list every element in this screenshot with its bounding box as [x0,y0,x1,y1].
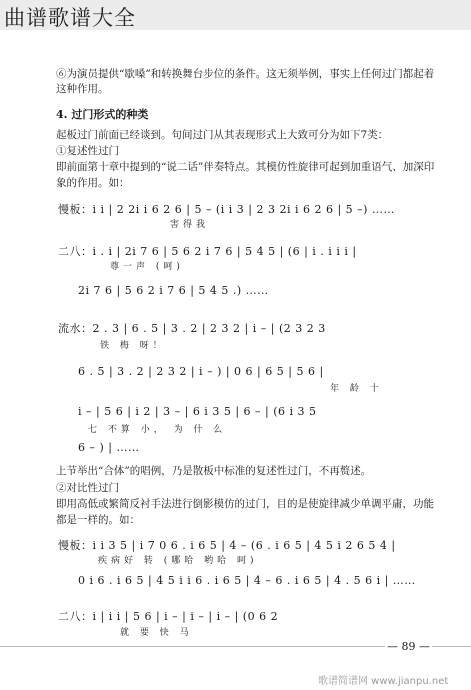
sub2-title: ②对比性过门 [56,482,119,494]
lyric-line: 七 不算 小， 为 什 么 [88,425,227,435]
section-text: 起板过门前面已经谈到。句间过门从其表现形式上大致可分为如下7类： [56,129,389,141]
after-score-1: 上节举出“合体”的唱例，乃是散板中标准的复述性过门，不再赘述。 [56,465,372,477]
notation-line: 6 – ) | …… [78,441,140,454]
notation-line: 2i 7 6 | 5 6 2 i 7 6 | 5 4 5 .) …… [78,284,269,297]
sub1-line-2: 象的作用。如： [56,177,130,189]
site-title: 曲谱歌谱大全 [4,6,136,30]
sub2-line-2: 都是一样的。如： [56,514,140,526]
lyric-line: 年 龄 十 [330,384,383,394]
lyric-line: 铁 梅 呀！ [100,341,166,351]
section-heading: 4. 过门形式的种类 [56,108,149,121]
lyric-line: 尊一声 (呵) [110,262,184,272]
intro-line-1: ⑥为演员提供“歇嗓”和转换舞台步位的条件。这无须举例，事实上任何过门都起着 [56,68,435,80]
notation-line: 流水：2 . 3 | 6 . 5 | 3 . 2 | 2 3 2 | i – | (2 3 2 3 [58,322,326,335]
notation-line: 6 . 5 | 3 . 2 | 2 3 2 | i – ) | 0 6 | 6 5 | 5 6 | [78,365,324,378]
watermark: 歌谱简谱网 www.jianpu.net [318,676,449,687]
notation-line: 二八：i . i | 2i 7 6 | 5 6 2 i 7 6 | 5 4 5 | (6 | i . i i i | [58,245,357,258]
notation-line: 二八：i | i i | 5 6 | i – | i – | i – | (0 6 2 [58,610,279,623]
lyric-line: 疾病好 转 (哪哈 哟哈 呵) [98,556,258,566]
notation-line: 慢板：i i 3 5 | i 7 0 6 . i 6 5 | 4 – (6 . i 6 5 | 4 5 i 2 6 5 4 | [58,539,396,552]
notation-line: 慢板：i i | 2 2i i 6 2 6 | 5 – (i i 3 | 2 3 2i i 6 2 6 | 5 –) …… [58,203,395,216]
page-number: — 89 — [387,640,430,653]
lyric-line: 害得我 [170,220,210,230]
sub2-line-1: 即用高低或繁简反衬手法进行倒影模仿的过门，目的是使旋律减少单调平庸，功能 [56,498,434,510]
notation-line: i – | 5 6 | i 2 | 3 – | 6 i 3 5 | 6 – | (6 i 3 5 [78,405,317,418]
lyric-line: 就 要 快 马 [120,628,193,638]
notation-line: 0 i 6 . i 6 5 | 4 5 i i 6 . i 6 5 | 4 – 6 . i 6 5 | 4 . 5 6 i | …… [78,574,416,587]
sub1-title: ①复述性过门 [56,145,119,157]
intro-line-2: 这种作用。 [56,83,109,95]
sub1-line-1: 即前面第十章中提到的“说二话”伴奏特点。其模仿性旋律可起到加重语气、加深印 [56,161,435,173]
